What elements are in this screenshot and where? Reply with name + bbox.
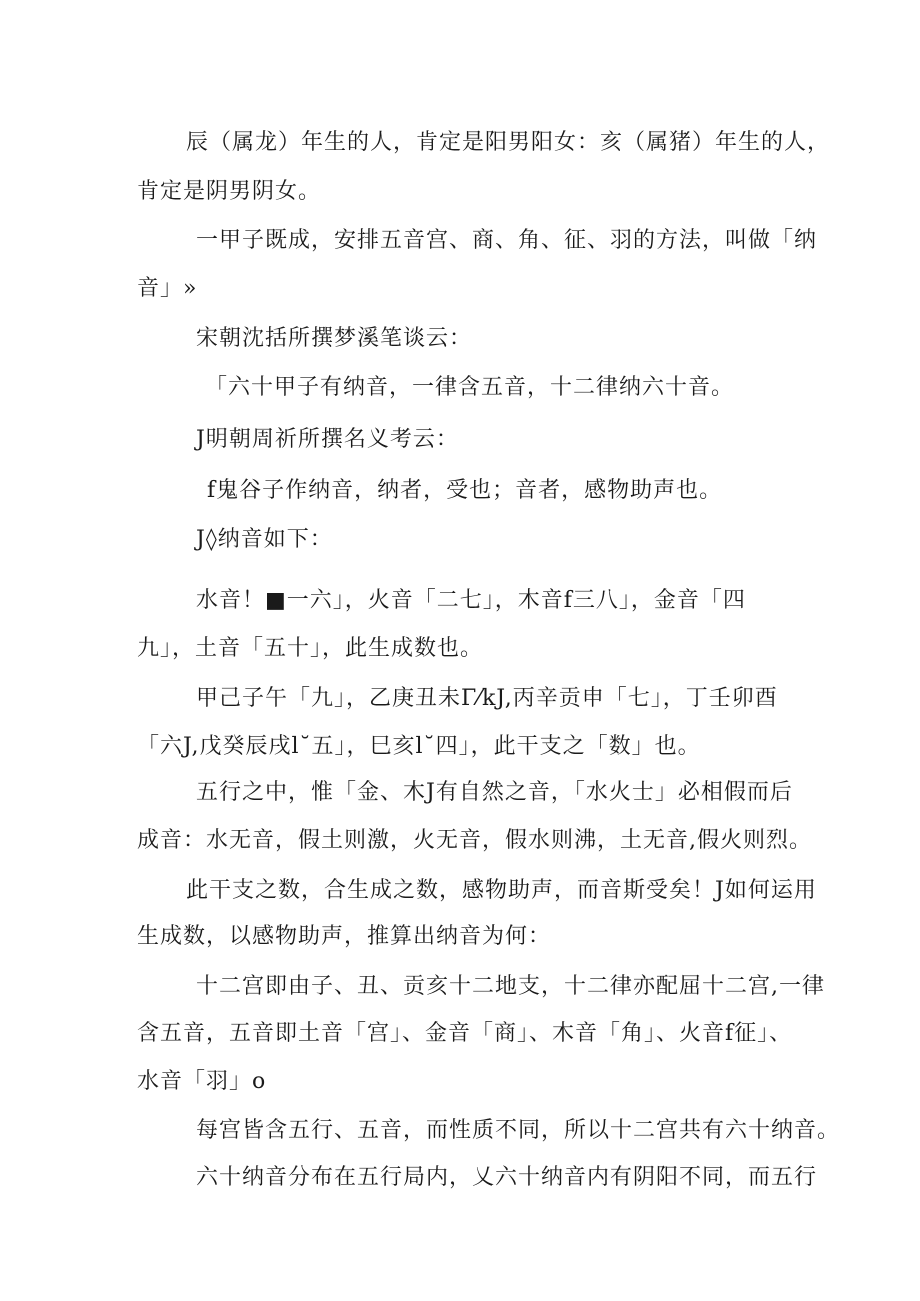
text-line: 水音「羽」o bbox=[137, 1069, 267, 1094]
text-line: 辰（属龙）年生的人，肯定是阳男阳女：亥（属猪）年生的人， bbox=[186, 130, 831, 155]
text-line: f鬼谷子作纳音，纳者，受也；音者，感物助声也。 bbox=[207, 478, 723, 503]
text-line: 成音：水无音，假土则激，火无音，假水则沸，土无音,假火则烈。 bbox=[137, 828, 812, 853]
text-line: 此干支之数，合生成之数，感物助声，而音斯受矣！J如何运用 bbox=[186, 878, 817, 903]
text-line: 十二宫即由子、丑、贡亥十二地支，十二律亦配屈十二宫,一律 bbox=[196, 974, 825, 999]
text-line: 「六十甲子有纳音，一律含五音，十二律纳六十音。 bbox=[205, 375, 735, 400]
text-line: 音」» bbox=[137, 276, 198, 301]
text-line: 「六J,戊癸辰戌l˘五」，巳亥l˘四」，此干支之「数」也。 bbox=[137, 734, 701, 759]
text-line: 含五音，五音即土音「宫」、金音「商」、木音「角」、火音f征」、 bbox=[137, 1021, 793, 1046]
text-line: J◊纳音如下： bbox=[196, 527, 333, 552]
text-line: 甲己子午「九」，乙庚丑未Γ⁄kJ,丙辛贡申「七」，丁壬卯酉 bbox=[196, 686, 778, 711]
text-line: 一甲子既成，安排五音宫、商、角、征、羽的方法，叫做「纳 bbox=[196, 228, 818, 253]
text-line: J明朝周祈所撰名义考云： bbox=[196, 427, 459, 452]
text-line: 水音！■一六」，火音「二七」，木音f三八」，金音「四 bbox=[196, 588, 746, 613]
text-line: 肯定是阴男阴女。 bbox=[137, 179, 322, 204]
text-line: 每宫皆含五行、五音，而性质不同，所以十二宫共有六十纳音。 bbox=[196, 1118, 841, 1143]
text-line: 九」，土音「五十」，此生成数也。 bbox=[137, 636, 484, 661]
text-line: 五行之中，惟「金、木J有自然之音，「水火士」必相假而后 bbox=[196, 780, 793, 805]
text-line: 生成数，以感物助声，推算出纳音为何： bbox=[137, 924, 552, 949]
text-line: 宋朝沈括所撰梦溪笔谈云： bbox=[196, 326, 473, 351]
text-line: 六十纳音分布在五行局内，乂六十纳音内有阴阳不同，而五行 bbox=[196, 1165, 818, 1190]
